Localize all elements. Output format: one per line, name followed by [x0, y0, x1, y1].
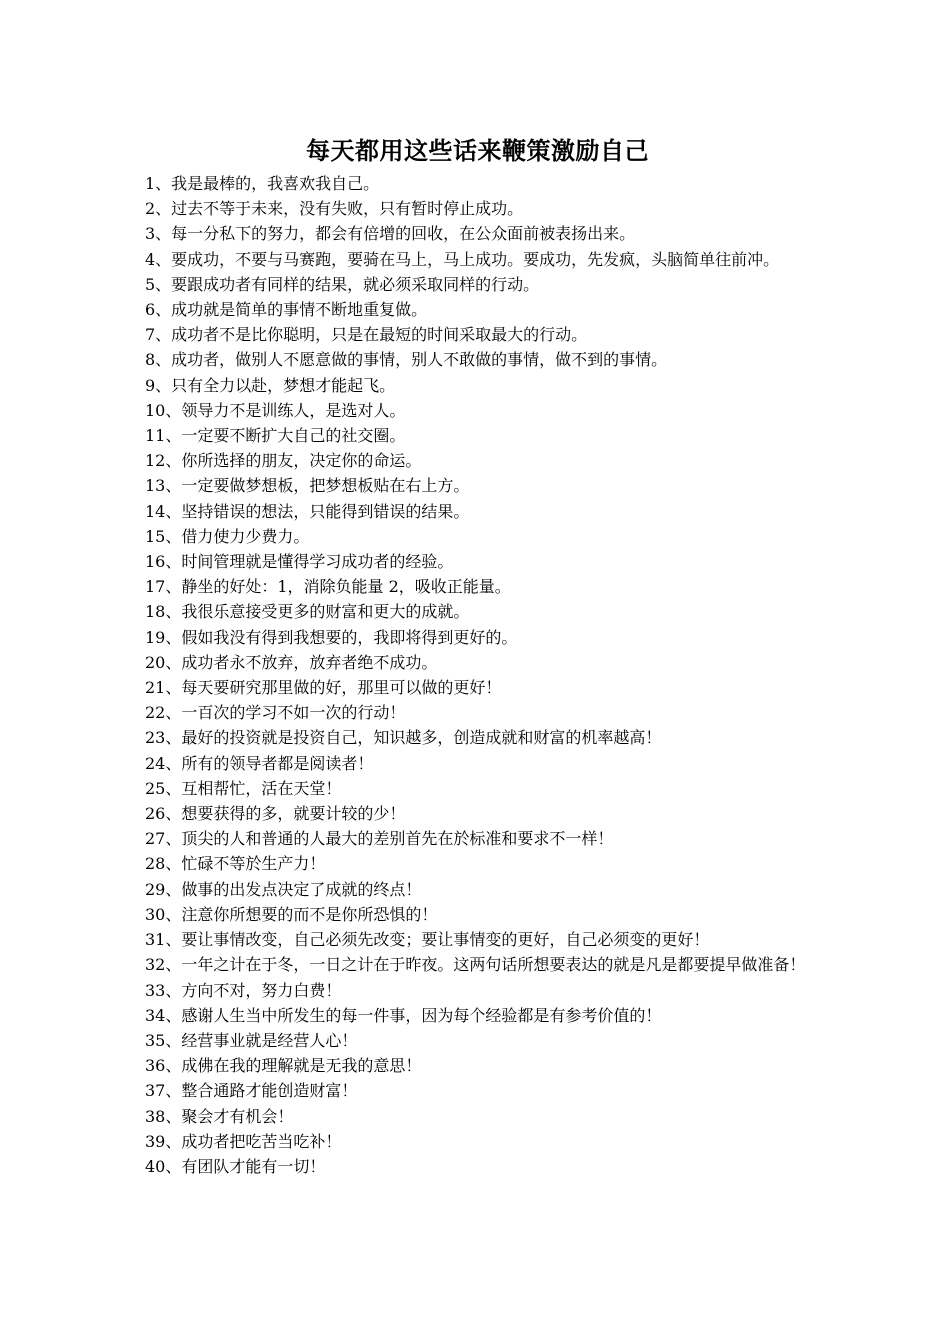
- list-item: 4、要成功，不要与马赛跑，要骑在马上，马上成功。要成功，先发疯，头脑简单往前冲。: [145, 249, 780, 269]
- list-item: 16、时间管理就是懂得学习成功者的经验。: [145, 552, 454, 572]
- list-item: 17、静坐的好处：1，消除负能量 2，吸收正能量。: [145, 577, 511, 597]
- list-item: 33、方向不对，努力白费！: [145, 980, 342, 1000]
- document-page: [145, 133, 810, 1179]
- list-item: 34、感谢人生当中所发生的每一件事，因为每个经验都是有参考价值的！: [145, 1005, 662, 1025]
- list-item: 12、你所选择的朋友，决定你的命运。: [145, 451, 422, 471]
- list-item: 8、成功者，做别人不愿意做的事情，别人不敢做的事情，做不到的事情。: [145, 350, 668, 370]
- list-item: 10、领导力不是训练人，是选对人。: [145, 400, 406, 420]
- document-title: 每天都用这些话来鞭策激励自己: [306, 137, 649, 165]
- list-item: 3、每一分私下的努力，都会有倍增的回收，在公众面前被表扬出来。: [145, 224, 636, 244]
- list-item: 18、我很乐意接受更多的财富和更大的成就。: [145, 602, 470, 622]
- list-item: 5、要跟成功者有同样的结果，就必须采取同样的行动。: [145, 274, 540, 294]
- list-item: 19、假如我没有得到我想要的，我即将得到更好的。: [145, 627, 518, 647]
- list-item: 38、聚会才有机会！: [145, 1106, 294, 1126]
- list-item: 20、成功者永不放弃，放弃者绝不成功。: [145, 652, 438, 672]
- list-item: 9、只有全力以赴，梦想才能起飞。: [145, 375, 396, 395]
- list-item: 6、成功就是简单的事情不断地重复做。: [145, 300, 428, 320]
- list-item: 36、成佛在我的理解就是无我的意思！: [145, 1056, 422, 1076]
- list-item: 39、成功者把吃苦当吃补！: [145, 1131, 342, 1151]
- list-item: 15、借力使力少费力。: [145, 526, 310, 546]
- list-item: 21、每天要研究那里做的好，那里可以做的更好！: [145, 678, 502, 698]
- list-item: 24、所有的领导者都是阅读者！: [145, 753, 374, 773]
- list-item: 23、最好的投资就是投资自己，知识越多，创造成就和财富的机率越高！: [145, 728, 662, 748]
- list-item: 28、忙碌不等於生产力！: [145, 854, 326, 874]
- list-item: 1、我是最棒的，我喜欢我自己。: [145, 174, 380, 193]
- list-item: 35、经营事业就是经营人心！: [145, 1030, 358, 1050]
- list-item: 27、顶尖的人和普通的人最大的差别首先在於标准和要求不一样！: [145, 829, 614, 849]
- list-item: 32、一年之计在于冬，一日之计在于昨夜。这两句话所想要表达的就是凡是都要提早做准备！: [145, 955, 806, 975]
- list-item: 14、坚持错误的想法，只能得到错误的结果。: [145, 501, 470, 521]
- motto-list: [145, 171, 810, 1179]
- list-item: 25、互相帮忙，活在天堂！: [145, 778, 342, 798]
- list-item: 29、做事的出发点决定了成就的终点！: [145, 879, 422, 899]
- list-item: 40、有团队才能有一切！: [145, 1156, 326, 1176]
- list-item: 13、一定要做梦想板，把梦想板贴在右上方。: [145, 476, 470, 496]
- list-item: 26、想要获得的多，就要计较的少！: [145, 804, 406, 824]
- list-item: 31、要让事情改变，自己必须先改变；要让事情变的更好，自己必须变的更好！: [145, 930, 710, 950]
- list-item: 37、整合通路才能创造财富！: [145, 1081, 358, 1101]
- list-item: 22、一百次的学习不如一次的行动！: [145, 703, 406, 723]
- list-item: 2、过去不等于未来，没有失败，只有暂时停止成功。: [145, 199, 524, 219]
- list-item: 30、注意你所想要的而不是你所恐惧的！: [145, 904, 438, 924]
- list-item: 11、一定要不断扩大自己的社交圈。: [145, 426, 406, 446]
- list-item: 7、成功者不是比你聪明，只是在最短的时间采取最大的行动。: [145, 325, 588, 345]
